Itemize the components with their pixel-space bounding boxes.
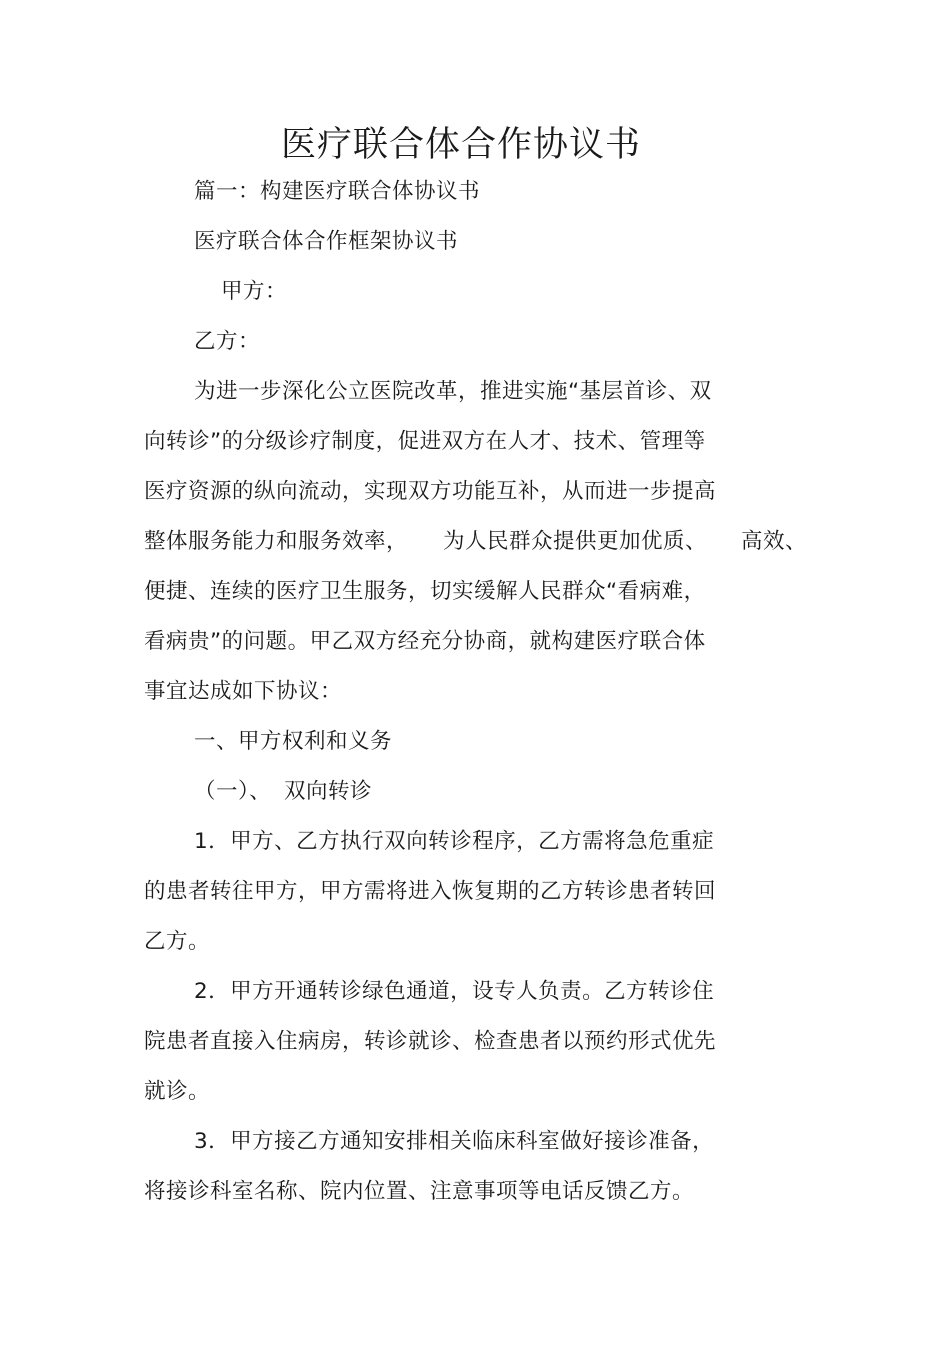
- paragraph-line: 事宜达成如下协议：: [144, 679, 343, 704]
- party-a-label: 甲方：: [221, 279, 288, 304]
- section-heading: 一、甲方权利和义务: [194, 729, 393, 754]
- clause-line: 2．甲方开通转诊绿色通道，设专人负责。乙方转诊住: [194, 979, 715, 1004]
- clause-line: 3．甲方接乙方通知安排相关临床科室做好接诊准备，: [194, 1129, 715, 1154]
- paragraph-line: 为人民群众提供更加优质、: [443, 529, 708, 554]
- party-b-label: 乙方：: [194, 329, 261, 354]
- subtitle: 医疗联合体合作框架协议书: [194, 229, 459, 254]
- clause-line: 的患者转往甲方，甲方需将进入恢复期的乙方转诊患者转回: [144, 879, 717, 904]
- clause-line: 将接诊科室名称、院内位置、注意事项等电话反馈乙方。: [144, 1179, 695, 1204]
- clause-line: 乙方。: [144, 929, 211, 954]
- paragraph-line: 向转诊”的分级诊疗制度，促进双方在人才、技术、管理等: [144, 429, 706, 454]
- paragraph-line: 高效、: [741, 529, 808, 554]
- paragraph-line: 整体服务能力和服务效率，: [144, 529, 409, 554]
- section-heading: 篇一：构建医疗联合体协议书: [194, 179, 481, 204]
- paragraph-line: 医疗资源的纵向流动，实现双方功能互补，从而进一步提高: [144, 479, 717, 504]
- paragraph-line: 便捷、连续的医疗卫生服务，切实缓解人民群众“看病难，: [144, 579, 706, 604]
- subsection-number: （一）、: [194, 779, 272, 804]
- paragraph-line: 看病贵”的问题。甲乙双方经充分协商，就构建医疗联合体: [144, 629, 706, 654]
- subsection-title: 双向转诊: [284, 779, 373, 804]
- clause-line: 1．甲方、乙方执行双向转诊程序，乙方需将急危重症: [194, 829, 715, 854]
- paragraph-line: 为进一步深化公立医院改革，推进实施“基层首诊、双: [194, 379, 712, 404]
- clause-line: 就诊。: [144, 1079, 211, 1104]
- document-title: 医疗联合体合作协议书: [280, 125, 641, 165]
- clause-line: 院患者直接入住病房，转诊就诊、检查患者以预约形式优先: [144, 1029, 717, 1054]
